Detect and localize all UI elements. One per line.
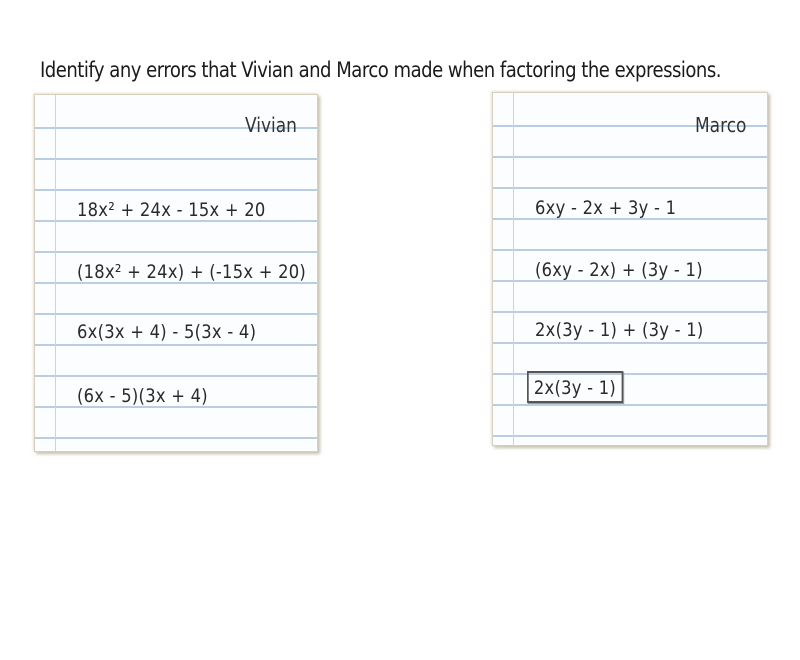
instructions-text: Identify any errors that Vivian and Marco made when factoring the expressions.: [40, 58, 721, 82]
marco-step-3: 2x(3y - 1) + (3y - 1): [535, 319, 704, 341]
vivian-name-label: Vivian: [245, 113, 297, 137]
marco-name-label: Marco: [695, 113, 747, 137]
marco-step-1: 6xy - 2x + 3y - 1: [535, 197, 677, 219]
vivian-step-1: 18x² + 24x - 15x + 20: [77, 199, 266, 221]
marco-step-2: (6xy - 2x) + (3y - 1): [535, 259, 703, 281]
vivian-step-4: (6x - 5)(3x + 4): [77, 385, 208, 407]
vivian-step-2: (18x² + 24x) + (-15x + 20): [77, 261, 307, 283]
marco-final-answer-box: 2x(3y - 1): [527, 371, 623, 403]
marco-work-card: [492, 92, 768, 446]
vivian-work-card: [34, 94, 318, 452]
vivian-step-3: 6x(3x + 4) - 5(3x - 4): [77, 321, 257, 343]
